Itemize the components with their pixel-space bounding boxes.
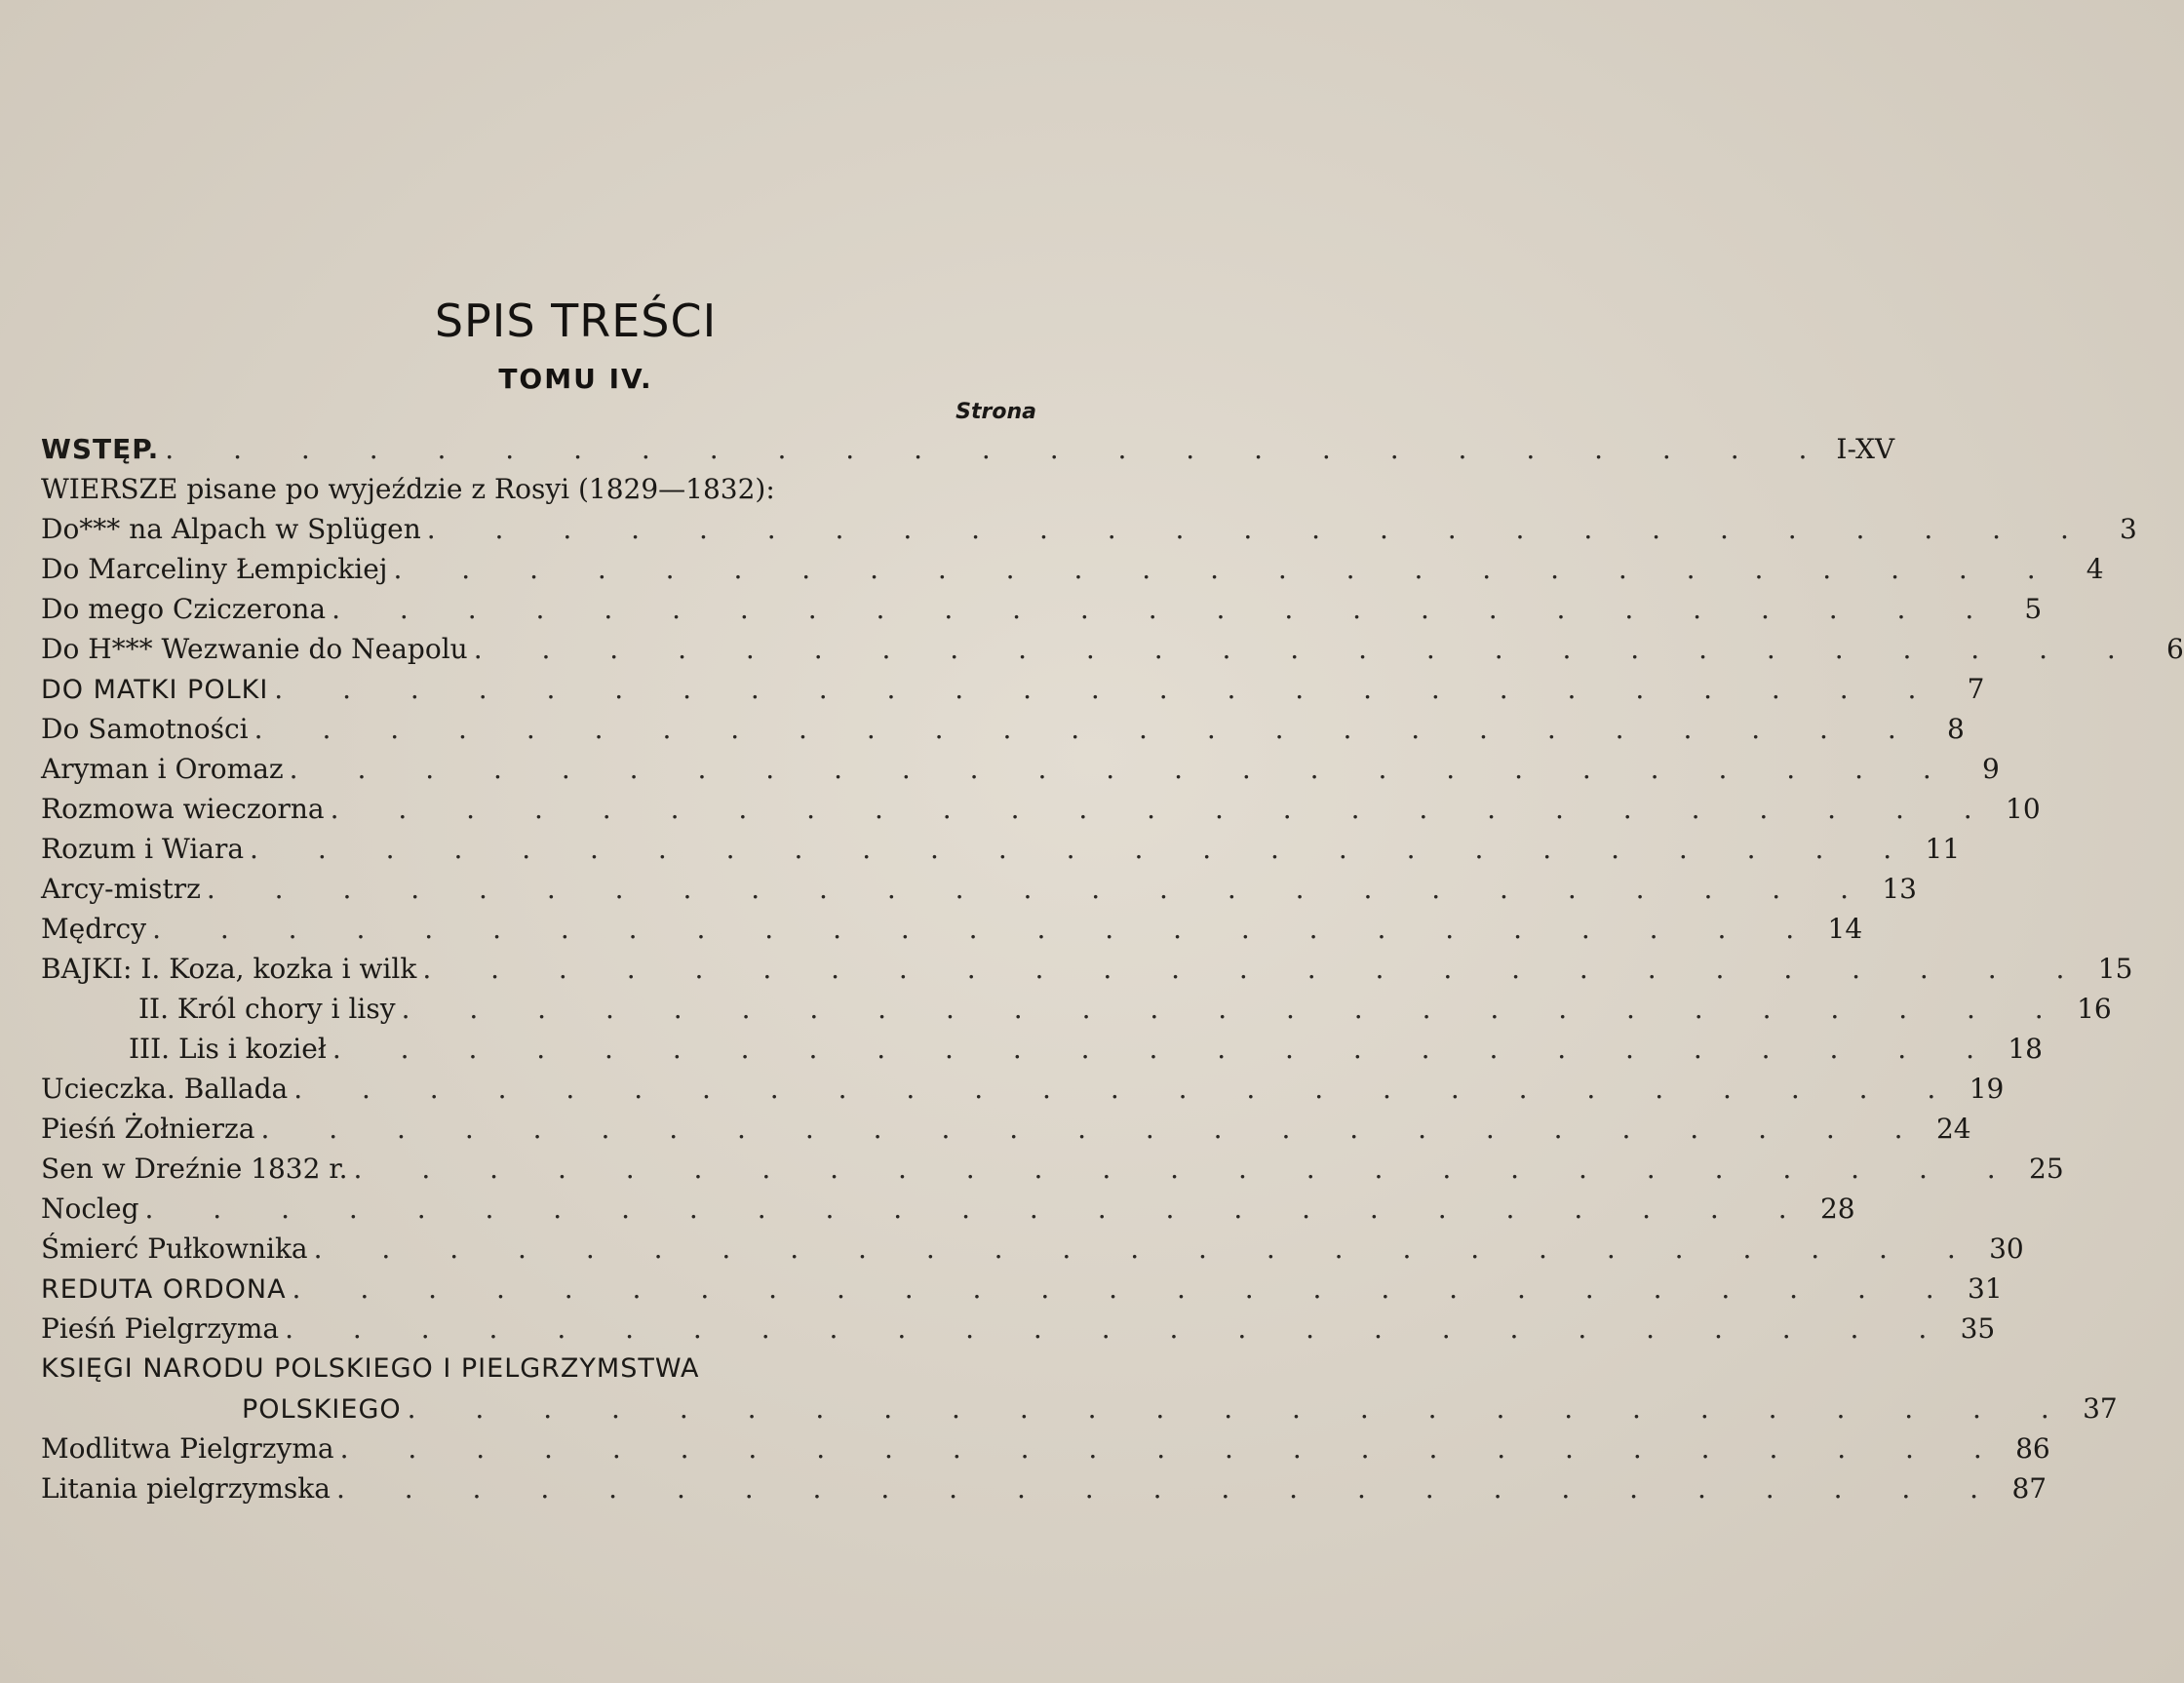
toc-entry-label: WSTĘP. — [41, 433, 160, 465]
toc-entry-page: 31 — [1968, 1272, 2003, 1305]
toc-entry-label: Nocleg — [41, 1193, 139, 1225]
toc-entry — [41, 509, 2137, 549]
toc-entry — [41, 989, 2112, 1029]
dot-leader: . . . . . . . . . . . . . . . . . . . . . . . . . — [332, 1033, 2000, 1065]
toc-entry-page: 24 — [1935, 1113, 1971, 1145]
dot-leader: . . . . . . . . . . . . . . . . . . . . . . . . . — [293, 1073, 1962, 1105]
toc-entry-page: 3 — [2120, 513, 2137, 545]
toc-entry — [41, 1029, 2043, 1069]
toc-entry — [41, 1189, 1855, 1229]
toc-entry-ksiegi — [41, 1349, 1043, 1389]
dot-leader: . . . . . . . . . . . . . . . . . . . . . . . . . — [422, 953, 2090, 985]
toc-entry-label: II. Król chory i lisy — [138, 993, 396, 1025]
toc-entry — [41, 1269, 2003, 1309]
toc-entry-label: Sen w Dreźnie 1832 r. — [41, 1153, 348, 1185]
dot-leader: . . . . . . . . . . . . . . . . . . . . . . . . . — [274, 673, 1942, 705]
dot-leader: . . . . . . . . . . . . . . . . . . . . . . . . . — [254, 713, 1922, 745]
toc-entry-page: 28 — [1819, 1193, 1855, 1225]
toc-entry — [41, 629, 2184, 669]
dot-leader: . . . . . . . . . . . . . . . . . . . . . . . . . — [206, 873, 1874, 905]
toc-entry — [41, 1229, 2024, 1269]
dot-leader: . . . . . . . . . . . . . . . . . . . . . . . . . — [260, 1113, 1929, 1145]
page-subtitle: TOMU IV. — [498, 363, 653, 395]
toc-entry — [41, 1309, 1996, 1349]
toc-entry-page: 4 — [2086, 553, 2104, 585]
dot-leader: . . . . . . . . . . . . . . . . . . . . . . . . . — [407, 1392, 2075, 1425]
toc-entry-label: Śmierć Pułkownika — [41, 1233, 308, 1265]
dot-leader: . . . . . . . . . . . . . . . . . . . . . . . . . — [426, 513, 2094, 545]
toc-entry-page: 8 — [1946, 713, 1965, 745]
dot-leader: . . . . . . . . . . . . . . . . . . . . . . . . . — [339, 1432, 2008, 1465]
toc-entry-page: 30 — [1989, 1233, 2024, 1265]
toc-entry-page: 13 — [1882, 873, 1917, 905]
toc-entry-page: 5 — [2024, 593, 2043, 625]
toc-entry — [41, 829, 1961, 869]
toc-entry-page: 18 — [2008, 1033, 2043, 1065]
dot-leader: . . . . . . . . . . . . . . . . . . . . . . . . . — [289, 753, 1957, 785]
dot-leader: . . . . . . . . . . . . . . . . . . . . . . . . . — [335, 1472, 2005, 1505]
toc-entry-page: 10 — [2006, 793, 2041, 825]
toc-entry-page: 14 — [1827, 913, 1863, 945]
toc-entry-page: 87 — [2011, 1472, 2048, 1505]
toc-entry-page: 86 — [2015, 1432, 2050, 1465]
toc-entry-page: 6 — [2165, 633, 2184, 665]
toc-entry-page: 9 — [1981, 753, 2000, 785]
toc-entry — [41, 909, 1863, 949]
toc-entry-label: Ucieczka. Ballada — [41, 1073, 289, 1105]
toc-entry-page: 11 — [1925, 833, 1961, 865]
toc-entry-label: POLSKIEGO — [242, 1394, 402, 1425]
page-column-label: Strona — [956, 400, 1036, 424]
toc-entry — [41, 709, 1965, 749]
toc-entry-page: I-XV — [1836, 433, 1895, 465]
toc-entry-page: 7 — [1967, 673, 1985, 705]
toc-entry-page: 25 — [2029, 1153, 2064, 1185]
toc-entry-page: 19 — [1969, 1073, 2005, 1105]
toc-entry-page: 16 — [2077, 993, 2112, 1025]
dot-leader: . . . . . . . . . . . . . . . . . . . . . . . . . — [473, 633, 2141, 665]
toc-entry-label: Aryman i Oromaz — [41, 753, 284, 785]
toc-entry — [41, 1389, 2118, 1429]
toc-entry — [41, 949, 2133, 989]
toc-entry-label: Pieśń Pielgrzyma — [41, 1312, 280, 1345]
toc-entry-page: 37 — [2083, 1392, 2118, 1425]
toc-entry — [41, 1109, 1971, 1149]
dot-leader: . . . . . . . . . . . . . . . . . . . . . . . . . — [144, 1193, 1813, 1225]
dot-leader: . . . . . . . . . . . . . . . . . . . . . . . . . — [353, 1153, 2021, 1185]
toc-entry — [41, 1429, 2050, 1468]
toc-entry-label: REDUTA ORDONA — [41, 1274, 287, 1305]
toc-entry — [41, 789, 2041, 829]
dot-leader: . . . . . . . . . . . . . . . . . . . . . . . . . — [250, 833, 1918, 865]
toc-entry-label: Rozum i Wiara — [41, 833, 245, 865]
dot-leader: . . . . . . . . . . . . . . . . . . . . . . . . . — [401, 993, 2069, 1025]
toc-entry-wstep — [41, 429, 1895, 469]
toc-entry-label: KSIĘGI NARODU POLSKIEGO I PIELGRZYMSTWA — [41, 1353, 700, 1384]
toc-entry — [41, 589, 2043, 629]
toc-entry-label: Mędrcy — [41, 913, 147, 945]
toc-entry-label: Do H*** Wezwanie do Neapolu — [41, 633, 468, 665]
toc-entry-label: Do mego Cziczerona — [41, 593, 327, 625]
toc-entry-page: 15 — [2097, 953, 2133, 985]
toc-entry-page: 35 — [1960, 1312, 1996, 1345]
toc-entry-label: III. Lis i kozieł — [129, 1033, 327, 1065]
toc-entry-label: Litania pielgrzymska — [41, 1472, 331, 1505]
dot-leader: . . . . . . . . . . . . . . . . . . . . . . . . . — [313, 1233, 1981, 1265]
dot-leader: . . . . . . . . . . . . . . . . . . . . . . . . . — [330, 793, 1998, 825]
dot-leader: . . . . . . . . . . . . . . . . . . . . . . . . . — [393, 553, 2061, 585]
toc-section-wiersze — [41, 469, 1043, 509]
toc-entry — [41, 869, 1917, 909]
toc-entry-label: BAJKI: I. Koza, kozka i wilk — [41, 953, 417, 985]
toc-entry-label: Do*** na Alpach w Splügen — [41, 513, 421, 545]
toc-entry — [41, 1069, 2005, 1109]
toc-entry — [41, 1468, 2048, 1508]
toc-entry-label: Rozmowa wieczorna — [41, 793, 325, 825]
page-title: SPIS TREŚCI — [434, 294, 718, 347]
toc-entry-label: DO MATKI POLKI — [41, 675, 269, 705]
toc-entry-label: Do Marceliny Łempickiej — [41, 553, 388, 585]
table-of-contents — [41, 429, 2184, 1508]
dot-leader: . . . . . . . . . . . . . . . . . . . . . . . . . — [292, 1272, 1960, 1305]
toc-entry-label: Do Samotności — [41, 713, 249, 745]
dot-leader: . . . . . . . . . . . . . . . . . . . . . . . . . — [165, 433, 1833, 465]
dot-leader: . . . . . . . . . . . . . . . . . . . . . . . . . — [152, 913, 1820, 945]
toc-entry — [41, 749, 2000, 789]
toc-entry — [41, 1149, 2064, 1189]
toc-entry-label: Arcy-mistrz — [41, 873, 201, 905]
dot-leader: . . . . . . . . . . . . . . . . . . . . . . . . . — [332, 593, 2000, 625]
dot-leader: . . . . . . . . . . . . . . . . . . . . . . . . . — [285, 1312, 1953, 1345]
toc-entry-label: Pieśń Żołnierza — [41, 1113, 255, 1145]
toc-entry-label: Modlitwa Pielgrzyma — [41, 1432, 334, 1465]
toc-entry — [41, 549, 2104, 589]
toc-entry-label: WIERSZE pisane po wyjeździe z Rosyi (1829—1832): — [41, 473, 775, 505]
toc-entry — [41, 669, 1985, 709]
